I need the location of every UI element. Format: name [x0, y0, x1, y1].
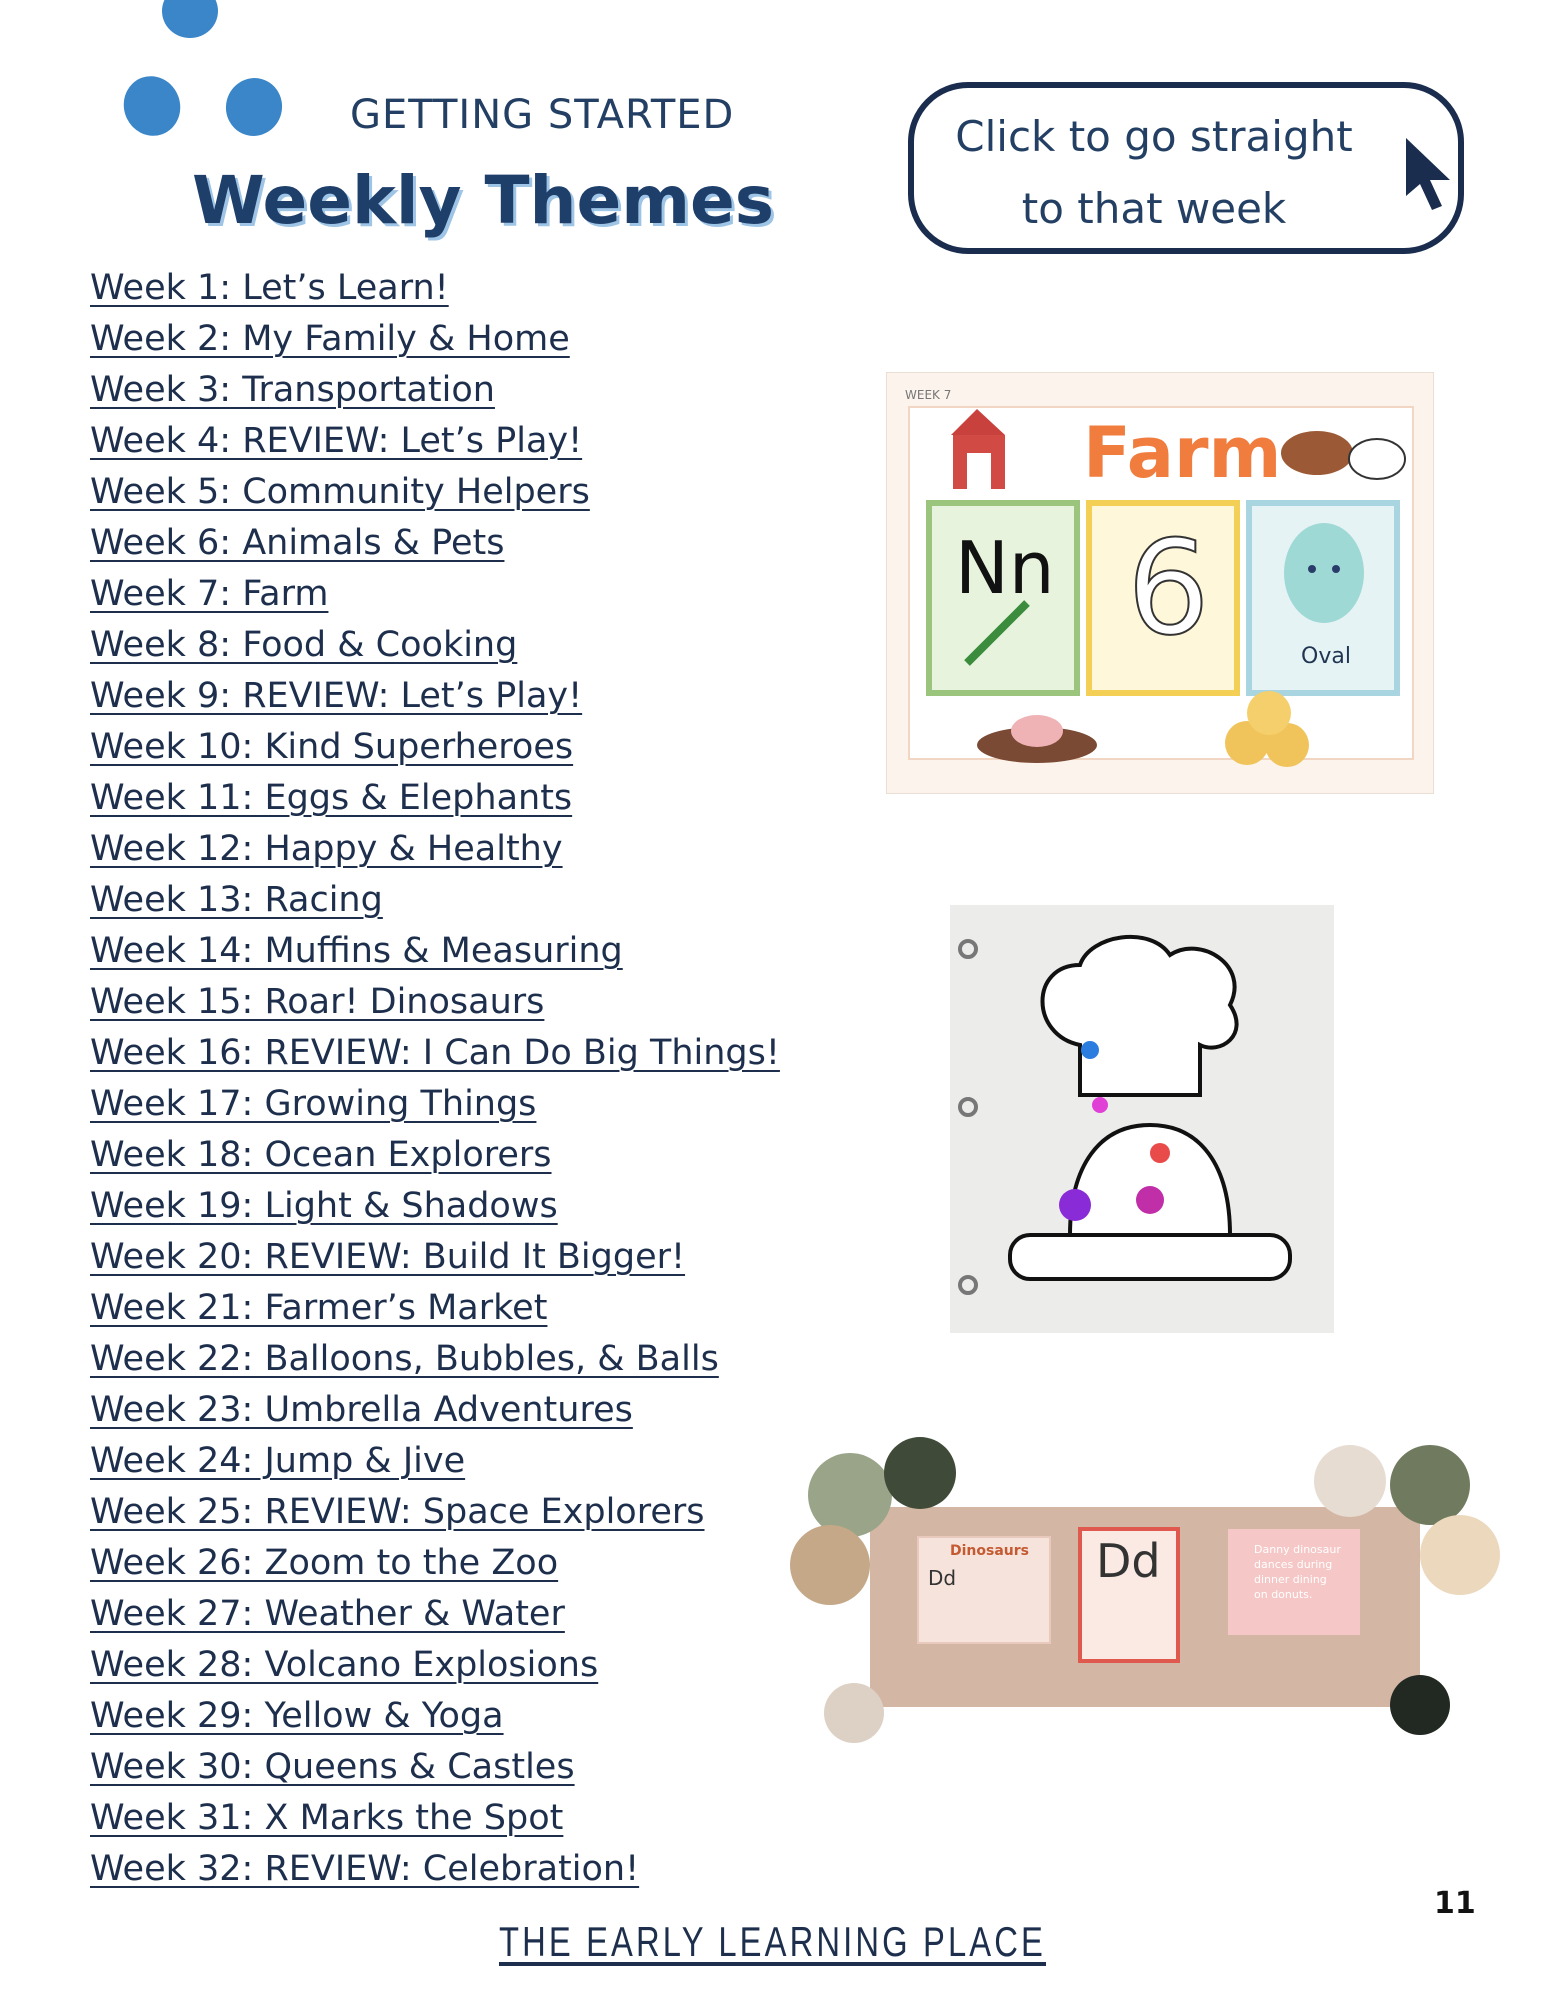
board-card3-line4: on donuts. — [1254, 1588, 1313, 1601]
callout-line-1: Click to go straight — [955, 112, 1353, 161]
week-link-22[interactable]: Week 22: Balloons, Bubbles, & Balls — [90, 1339, 719, 1379]
week-link-14[interactable]: Week 14: Muffins & Measuring — [90, 931, 623, 971]
week-list-item — [80, 1135, 780, 1186]
week-link-16[interactable]: Week 16: REVIEW: I Can Do Big Things! — [90, 1033, 780, 1073]
week-list-item — [80, 829, 780, 880]
footer-brand — [170, 1918, 1375, 1966]
week-list-item — [80, 1084, 780, 1135]
week-link-3[interactable]: Week 3: Transportation — [90, 370, 495, 410]
week-list-item — [80, 625, 780, 676]
section-eyebrow: GETTING STARTED — [350, 92, 735, 138]
week-link-24[interactable]: Week 24: Jump & Jive — [90, 1441, 466, 1481]
week-list-item — [80, 1543, 780, 1594]
board-card1-letter: Dd — [928, 1566, 957, 1590]
week-link-1[interactable]: Week 1: Let’s Learn! — [90, 268, 449, 308]
week-list-item — [80, 1186, 780, 1237]
decor-dot-left — [115, 68, 188, 144]
week-list-item — [80, 1033, 780, 1084]
week-list-item — [80, 727, 780, 778]
week-link-21[interactable]: Week 21: Farmer’s Market — [90, 1288, 548, 1328]
chef-hat-illustration — [950, 905, 1334, 1333]
week-list-item — [80, 1696, 780, 1747]
week-link-6[interactable]: Week 6: Animals & Pets — [90, 523, 505, 563]
board-card1-title: Dinosaurs — [950, 1543, 1029, 1559]
farm-poster-title: Farm — [1083, 412, 1282, 494]
week-list-item — [80, 1288, 780, 1339]
week-link-25[interactable]: Week 25: REVIEW: Space Explorers — [90, 1492, 705, 1532]
board-card3-line1: Danny dinosaur — [1254, 1543, 1341, 1556]
week-list-item — [80, 880, 780, 931]
week-list-item — [80, 370, 780, 421]
footer-brand-text: THE EARLY LEARNING PLACE — [498, 1918, 1047, 1965]
week-list-item — [80, 1492, 780, 1543]
week-link-29[interactable]: Week 29: Yellow & Yoga — [90, 1696, 504, 1736]
week-link-20[interactable]: Week 20: REVIEW: Build It Bigger! — [90, 1237, 686, 1277]
week-link-28[interactable]: Week 28: Volcano Explosions — [90, 1645, 599, 1685]
week-list-item — [80, 982, 780, 1033]
week-link-19[interactable]: Week 19: Light & Shadows — [90, 1186, 558, 1226]
week-link-9[interactable]: Week 9: REVIEW: Let’s Play! — [90, 676, 583, 716]
week-link-15[interactable]: Week 15: Roar! Dinosaurs — [90, 982, 545, 1022]
callout-line-2: to that week — [1021, 184, 1287, 233]
farm-theme-photo — [886, 372, 1434, 794]
week-link-32[interactable]: Week 32: REVIEW: Celebration! — [90, 1849, 640, 1889]
decor-dot-top — [162, 0, 218, 38]
week-link-12[interactable]: Week 12: Happy & Healthy — [90, 829, 563, 869]
farm-poster-illustration — [887, 373, 1433, 793]
week-link-27[interactable]: Week 27: Weather & Water — [90, 1594, 565, 1634]
page-title: Weekly Themes — [192, 162, 775, 239]
week-link-17[interactable]: Week 17: Growing Things — [90, 1084, 537, 1124]
board-card2-letter: Dd — [1096, 1534, 1161, 1588]
weekly-themes-list — [80, 268, 780, 1900]
week-link-31[interactable]: Week 31: X Marks the Spot — [90, 1798, 564, 1838]
week-list-item — [80, 1849, 780, 1900]
week-list-item — [80, 1390, 780, 1441]
week-list-item — [80, 421, 780, 472]
farm-shape-card: Oval — [1301, 644, 1351, 669]
week-link-8[interactable]: Week 8: Food & Cooking — [90, 625, 518, 665]
cursor-arrow-icon — [1400, 134, 1462, 214]
week-link-2[interactable]: Week 2: My Family & Home — [90, 319, 570, 359]
week-list-item — [80, 319, 780, 370]
week-link-23[interactable]: Week 23: Umbrella Adventures — [90, 1390, 633, 1430]
week-link-7[interactable]: Week 7: Farm — [90, 574, 329, 614]
week-link-10[interactable]: Week 10: Kind Superheroes — [90, 727, 574, 767]
week-list-item — [80, 676, 780, 727]
week-link-11[interactable]: Week 11: Eggs & Elephants — [90, 778, 573, 818]
week-list-item — [80, 1594, 780, 1645]
week-list-item — [80, 472, 780, 523]
bulletin-board-illustration — [790, 1425, 1500, 1765]
week-link-18[interactable]: Week 18: Ocean Explorers — [90, 1135, 552, 1175]
week-list-item — [80, 268, 780, 319]
week-list-item — [80, 523, 780, 574]
week-link-30[interactable]: Week 30: Queens & Castles — [90, 1747, 575, 1787]
farm-number-card: 6 — [1127, 512, 1210, 664]
week-list-item — [80, 1237, 780, 1288]
farm-letter-card: Nn — [955, 526, 1055, 610]
week-list-item — [80, 1798, 780, 1849]
go-to-week-callout — [908, 82, 1464, 254]
board-card3-line3: dinner dining — [1254, 1573, 1327, 1586]
week-list-item — [80, 1747, 780, 1798]
week-list-item — [80, 574, 780, 625]
week-link-13[interactable]: Week 13: Racing — [90, 880, 383, 920]
week-link-4[interactable]: Week 4: REVIEW: Let’s Play! — [90, 421, 583, 461]
decor-dot-right — [219, 72, 288, 143]
farm-week-tag: WEEK 7 — [905, 388, 952, 402]
week-list-item — [80, 1339, 780, 1390]
week-link-26[interactable]: Week 26: Zoom to the Zoo — [90, 1543, 559, 1583]
week-link-5[interactable]: Week 5: Community Helpers — [90, 472, 590, 512]
board-card3-line2: dances during — [1254, 1558, 1333, 1571]
week-list-item — [80, 931, 780, 982]
page-number: 11 — [1434, 1886, 1476, 1921]
week-list-item — [80, 1441, 780, 1492]
week-list-item — [80, 778, 780, 829]
week-list-item — [80, 1645, 780, 1696]
chef-hat-craft-photo — [950, 905, 1334, 1333]
dinosaur-board-photo — [790, 1425, 1500, 1765]
